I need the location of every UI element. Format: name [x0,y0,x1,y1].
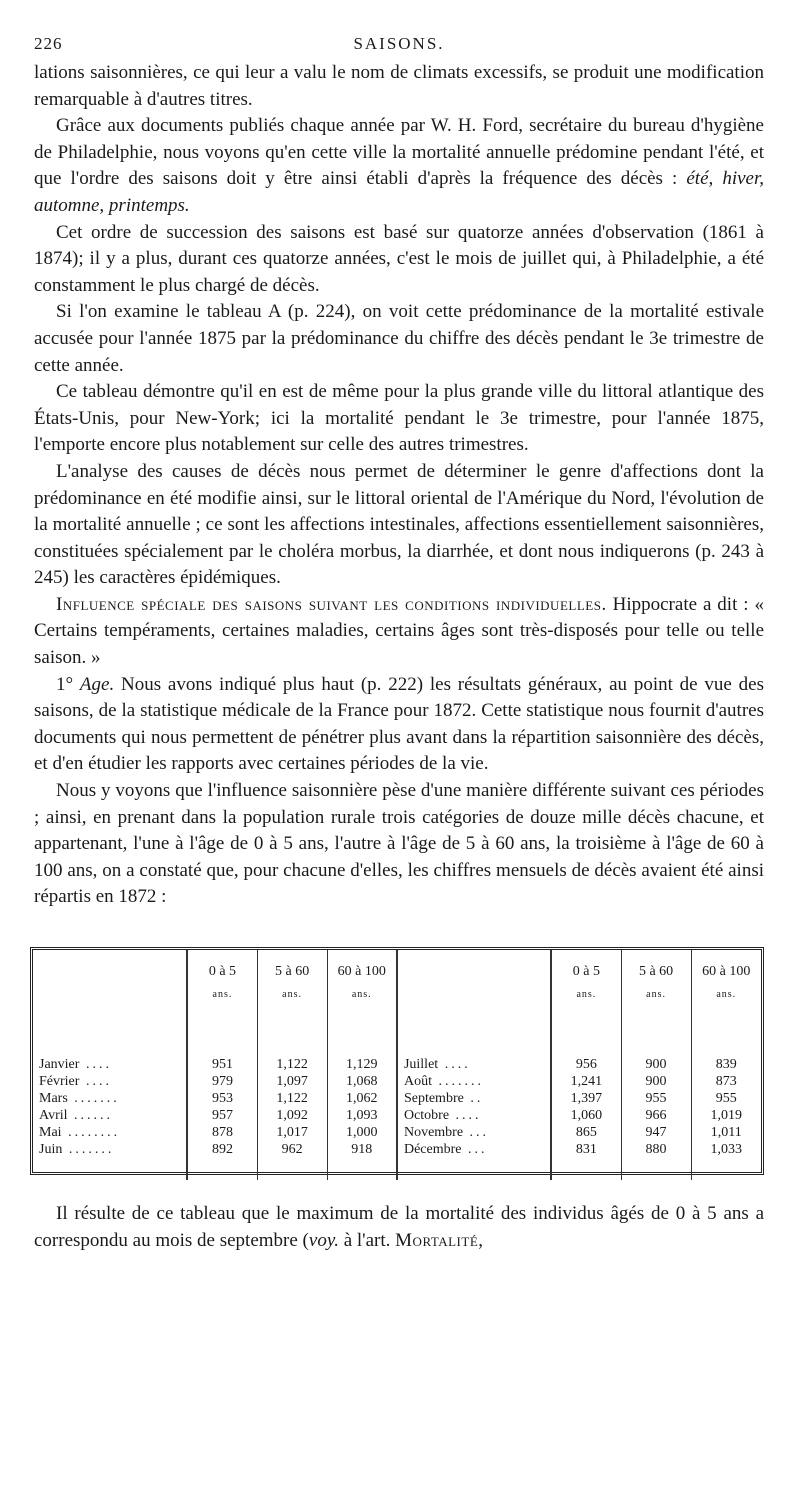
value-cell: 947 [621,1124,691,1141]
table-row [33,1124,761,1141]
paragraph-6: L'analyse des causes de décès nous permet de déterminer le genre d'affections dont la prédominance en été modifie ainsi, sur le littoral oriental de l'Amérique du Nord, l'évolution de la mortalité annuelle ; ce sont les affections intestinales, affections essentiellement saisonnières, constituées spécialement par le choléra morbus, la diarrhée, et dont nous indiquerons (p. 243 à 245) les caractères épidémiques. [34,460,764,589]
leader-dots: ....... [62,1142,115,1157]
value-cell: 957 [187,1107,257,1124]
paragraph-10 [34,1201,764,1254]
value-cell: 956 [551,1056,621,1073]
col-header: 5 à 60 [257,950,327,980]
table-row [33,1090,761,1107]
paragraph-7-text: Hippocrate a dit : « Certains tempéraments, certaines maladies, certains âges sont très-disposés pour telle ou telle saison. » [34,593,764,669]
month-cell: Septembre .. [397,1090,551,1107]
value-cell: 1,092 [257,1107,327,1124]
paragraph-2-seasons: été, hiver, automne, printemps. [34,168,764,216]
table-row [33,1107,761,1124]
value-cell: 962 [257,1141,327,1158]
value-cell: 1,062 [327,1090,397,1107]
col-unit: ans. [621,980,691,1008]
value-cell: 1,397 [551,1090,621,1107]
leader-dots: ....... [431,1074,484,1089]
col-unit: ans. [327,980,397,1008]
month-cell: Octobre .... [397,1107,551,1124]
value-cell: 1,017 [257,1124,327,1141]
page-number: 226 [34,34,63,53]
leader-dots: ... [463,1125,490,1140]
paragraph-10-text-2: à l'art. [338,1229,396,1251]
table-row [33,1141,761,1158]
value-cell: 951 [187,1056,257,1073]
month-cell: Décembre ... [397,1141,551,1158]
value-cell: 831 [551,1141,621,1158]
month-cell: Mai ........ [39,1125,121,1140]
value-cell: 900 [621,1073,691,1090]
running-head [34,30,764,60]
leader-dots: ...... [67,1108,114,1123]
leader-dots: ....... [67,1091,120,1106]
value-cell: 1,122 [257,1056,327,1073]
paragraph-10-text: Il résulte de ce tableau que le maximum de la mortalité des individus âgés de 0 à 5 ans a correspondu au mois de septembre ( [34,1203,764,1251]
value-cell: 955 [621,1090,691,1107]
leader-dots: .... [449,1108,482,1123]
paragraph-7 [34,592,764,672]
month-cell: Mars ....... [39,1091,120,1106]
col-unit: ans. [551,980,621,1008]
col-unit: ans. [691,980,761,1008]
paragraph-10-article: Mortalité, [395,1229,484,1251]
value-cell: 1,241 [551,1073,621,1090]
value-cell: 878 [187,1124,257,1141]
subsection-number: 1° [56,673,80,695]
paragraph-8-text: Nous avons indiqué plus haut (p. 222) les résultats généraux, au point de vue des saisons, de la statistique médicale de la France pour 1872. Cette statistique nous fournit d'autres documents qui nous permettent de pénétrer plus avant dans la répartition saisonnière des décès, et d'en étudier les rapports avec certaines périodes de la vie. [34,673,764,775]
month-cell: Août ....... [397,1073,551,1090]
value-cell: 1,019 [691,1107,761,1124]
paragraph-8 [34,672,764,778]
leader-dots: .... [438,1057,471,1072]
mortality-table [30,947,764,1175]
col-header: 0 à 5 [551,950,621,980]
leader-dots: .... [79,1074,112,1089]
month-cell: Avril ...... [39,1108,114,1123]
value-cell: 1,060 [551,1107,621,1124]
paragraph-9: Nous y voyons que l'influence saisonnière pèse d'une manière différente suivant ces périodes ; ainsi, en prenant dans la population rurale trois catégories de douze mille décès chacune, et appartenant, l'une à l'âge de 0 à 5 ans, l'autre à l'âge de 5 à 60 ans, la troisième à l'âge de 60 à 100 ans, on a constaté que, pour chacune d'elles, les chiffres mensuels de décès avaient été ainsi répartis en 1872 : [34,780,764,908]
col-header: 0 à 5 [187,950,257,980]
value-cell: 1,000 [327,1124,397,1141]
col-header: 60 à 100 [327,950,397,980]
header-row [33,950,761,980]
paragraph-5: Ce tableau démontre qu'il en est de même pour la plus grande ville du littoral atlantique des États-Unis, pour New-York; ici la mortalité pendant le 3e trimestre, pour l'année 1875, l'emporte encore plus notablement sur celle des autres trimestres. [34,381,764,456]
value-cell: 1,011 [691,1124,761,1141]
leader-dots: ........ [61,1125,121,1140]
value-cell: 966 [621,1107,691,1124]
value-cell: 839 [691,1056,761,1073]
mortality-table-grid [33,950,761,1180]
col-header: 5 à 60 [621,950,691,980]
col-header: 60 à 100 [691,950,761,980]
value-cell: 1,033 [691,1141,761,1158]
value-cell: 1,093 [327,1107,397,1124]
paragraph-4: Si l'on examine le tableau A (p. 224), on voit cette prédominance de la mortalité estivale accusée pour l'année 1875 par la prédominance du chiffre des décès pendant le 3e trimestre de cette année. [34,301,764,376]
col-unit: ans. [187,980,257,1008]
value-cell: 1,068 [327,1073,397,1090]
value-cell: 1,129 [327,1056,397,1073]
leader-dots: .. [463,1091,484,1106]
value-cell: 1,097 [257,1073,327,1090]
paragraph-2 [34,113,764,219]
value-cell: 918 [327,1141,397,1158]
value-cell: 1,122 [257,1090,327,1107]
month-cell: Février .... [39,1074,112,1089]
paragraph-1: lations saisonnières, ce qui leur a valu le nom de climats excessifs, se produit une modification remarquable à d'autres titres. [34,62,764,110]
value-cell: 865 [551,1124,621,1141]
value-cell: 880 [621,1141,691,1158]
value-cell: 873 [691,1073,761,1090]
running-title: SAISONS. [353,34,445,53]
paragraph-10-voy: voy. [308,1229,339,1251]
unit-row [33,980,761,1008]
month-cell: Janvier .... [39,1057,112,1072]
table-row [33,1073,761,1090]
value-cell: 955 [691,1090,761,1107]
value-cell: 953 [187,1090,257,1107]
value-cell: 892 [187,1141,257,1158]
month-cell: Juillet .... [397,1056,551,1073]
section-heading: Influence spéciale des saisons suivant les conditions individuelles. [56,593,607,615]
paragraph-2-text: Grâce aux documents publiés chaque année par W. H. Ford, secrétaire du bureau d'hygiène de Philadelphie, nous voyons qu'en cette ville la mortalité annuelle prédomine pendant l'été, et que l'ordre des saisons doit y être ainsi établi d'après la fréquence des décès : [34,115,764,190]
table-row [33,1056,761,1073]
month-cell: Novembre ... [397,1124,551,1141]
month-cell: Juin ....... [39,1142,115,1157]
value-cell: 900 [621,1056,691,1073]
leader-dots: ... [461,1142,488,1157]
leader-dots: .... [79,1057,112,1072]
value-cell: 979 [187,1073,257,1090]
paragraph-3: Cet ordre de succession des saisons est basé sur quatorze années d'observation (1861 à 1874); il y a plus, durant ces quatorze années, c'est le mois de juillet qui, à Philadelphie, a été constamment le plus chargé de décès. [34,221,764,296]
book-page [34,30,764,1254]
col-unit: ans. [257,980,327,1008]
subsection-title: Age. [79,673,115,695]
